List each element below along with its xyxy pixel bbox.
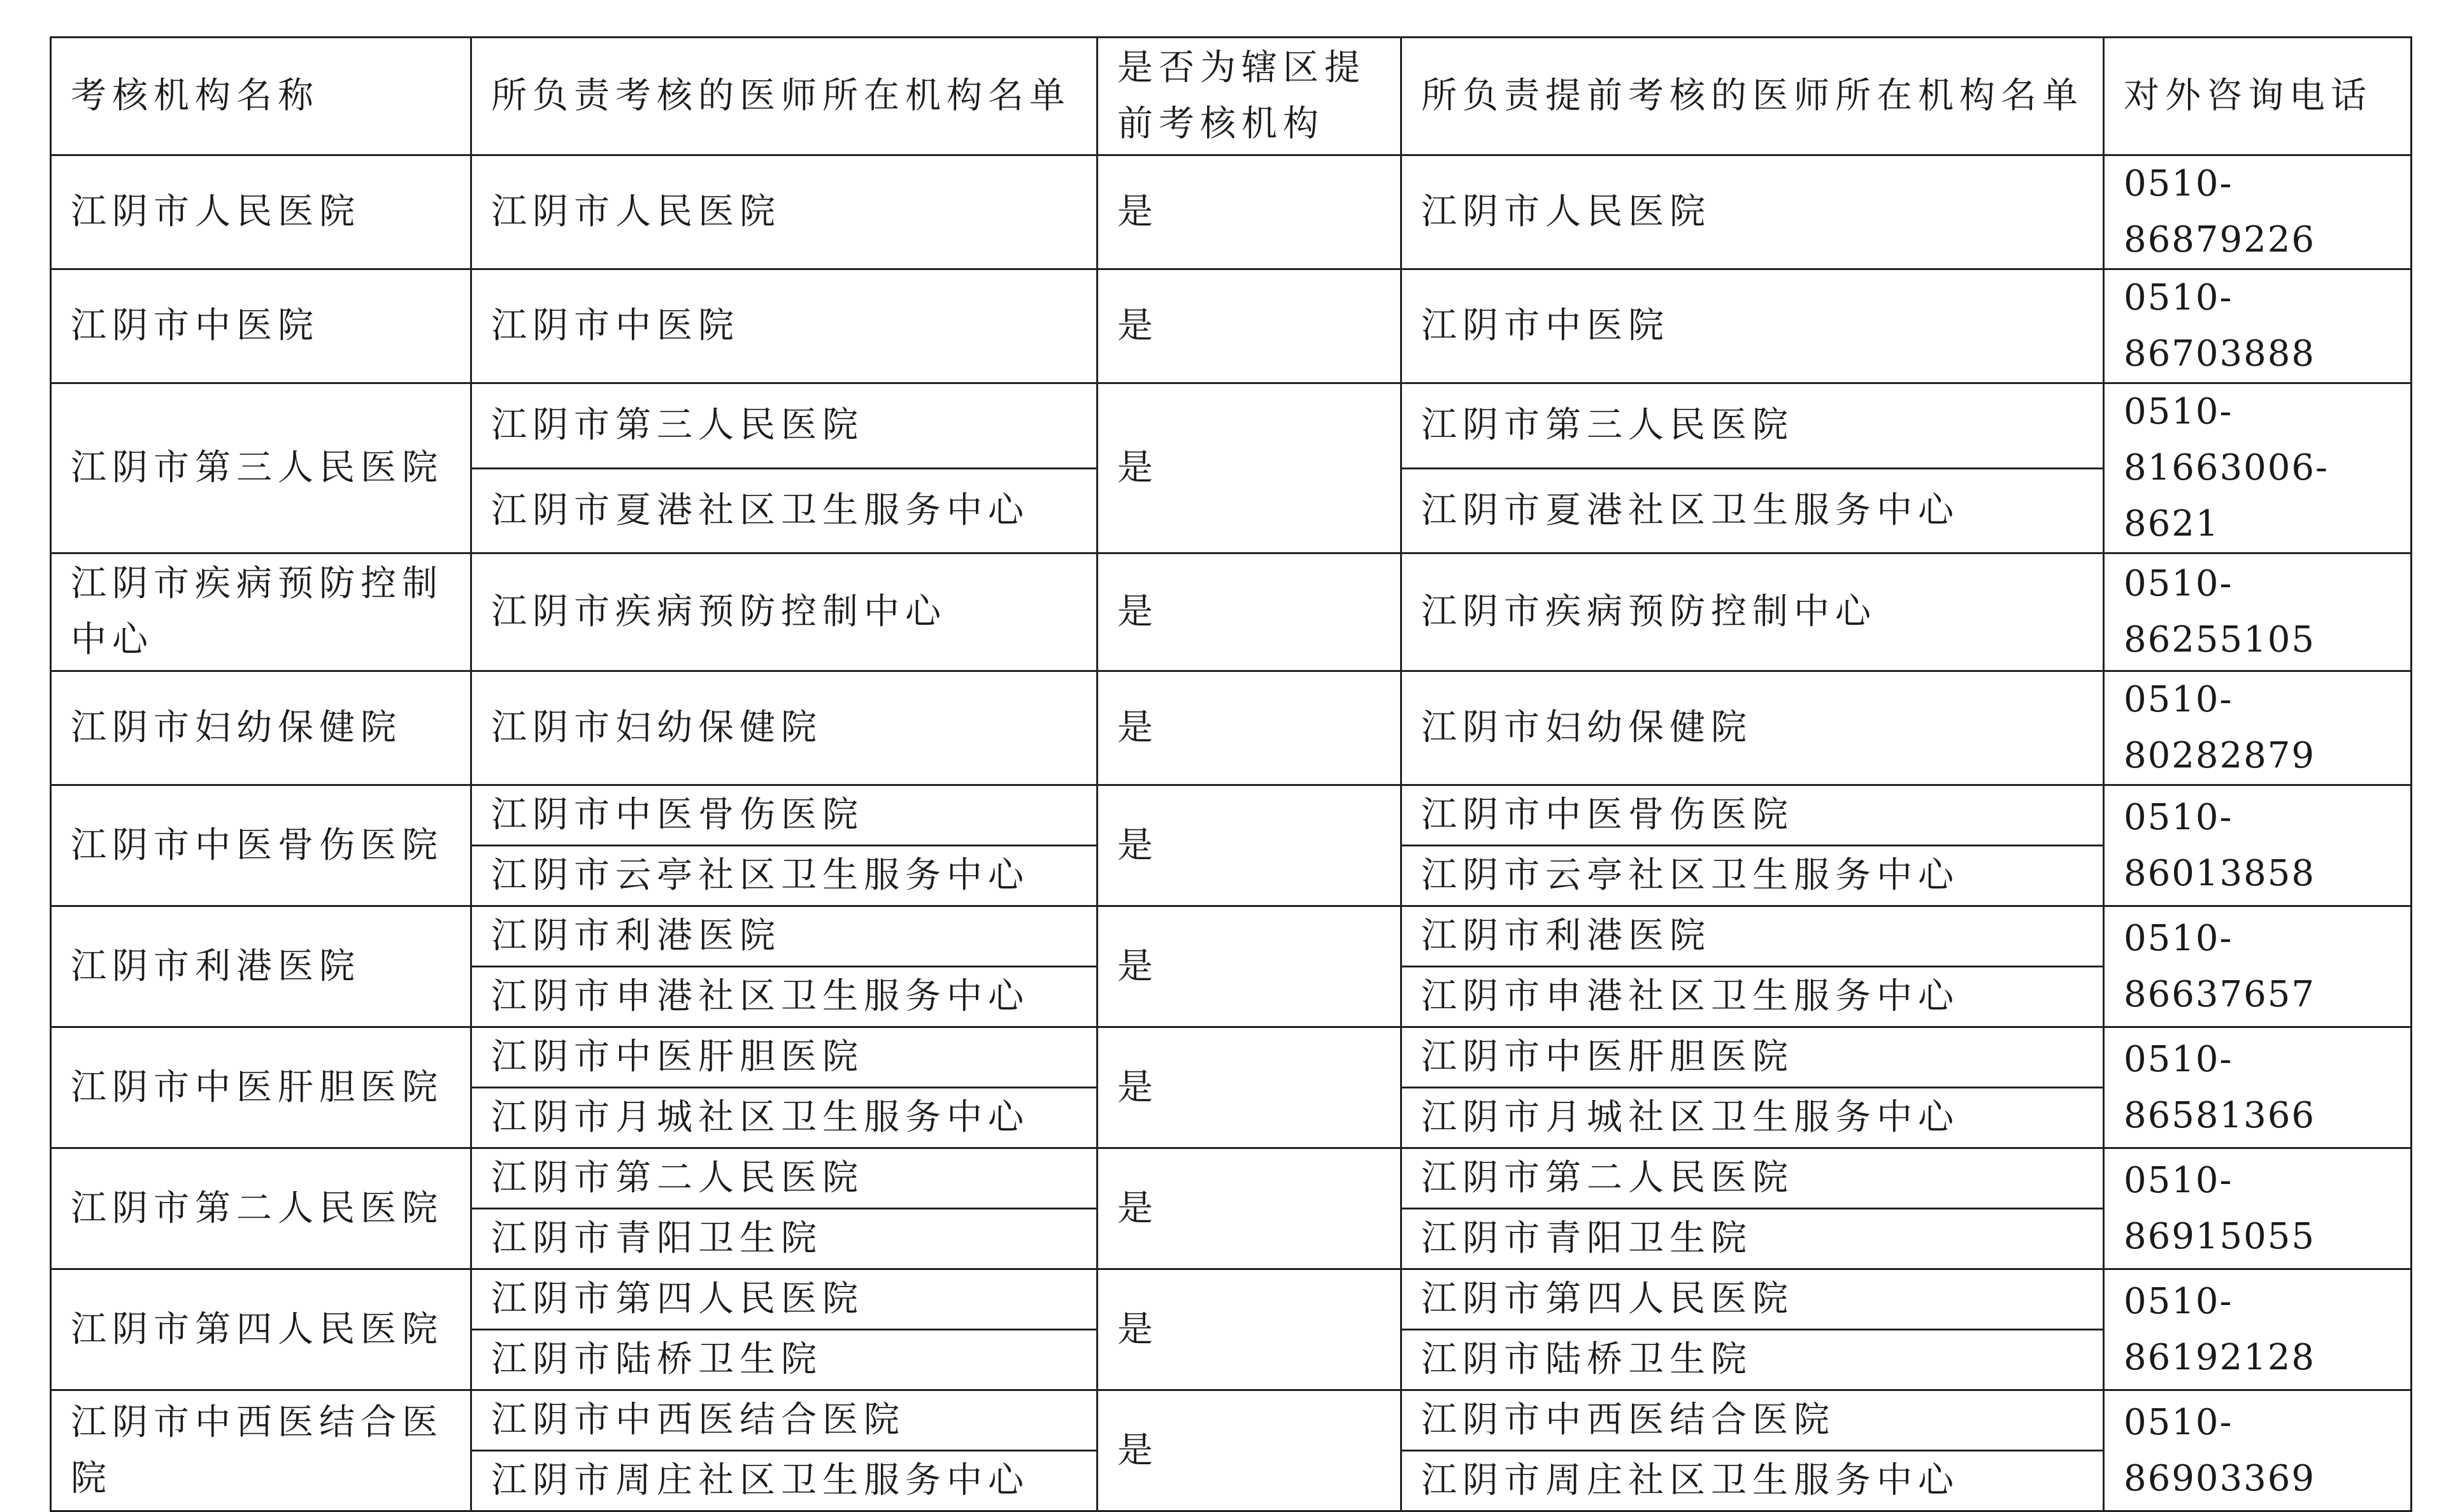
header-org-name: 考核机构名称 [51,38,471,155]
header-member-list: 所负责考核的医师所在机构名单 [471,38,1098,155]
member-cell: 江阴市青阳卫生院 [471,1209,1098,1269]
table-row [51,671,2412,785]
early-member-cell: 江阴市第三人民医院 [1401,383,2104,469]
early-member-cell: 江阴市中医院 [1401,269,2104,383]
table-row [51,1027,2412,1088]
member-cell: 江阴市中医骨伤医院 [471,785,1098,846]
early-member-cell: 江阴市第四人民医院 [1401,1269,2104,1330]
table-header-row [51,38,2412,155]
early-member-cell: 江阴市利港医院 [1401,906,2104,967]
early-member-cell: 江阴市妇幼保健院 [1401,671,2104,785]
early-flag-cell: 是 [1098,383,1401,553]
member-cell: 江阴市中医院 [471,269,1098,383]
member-cell: 江阴市陆桥卫生院 [471,1330,1098,1390]
table-row [51,155,2412,269]
header-phone: 对外咨询电话 [2104,38,2412,155]
early-flag-cell: 是 [1098,671,1401,785]
org-name-cell: 江阴市第二人民医院 [51,1148,471,1269]
member-cell: 江阴市中医肝胆医院 [471,1027,1098,1088]
phone-cell: 0510-86013858 [2104,785,2412,906]
early-member-cell: 江阴市陆桥卫生院 [1401,1330,2104,1390]
early-flag-cell: 是 [1098,906,1401,1027]
early-member-cell: 江阴市云亭社区卫生服务中心 [1401,846,2104,906]
org-name-cell: 江阴市第三人民医院 [51,383,471,553]
table-row [51,1269,2412,1330]
early-member-cell: 江阴市青阳卫生院 [1401,1209,2104,1269]
phone-cell: 0510-86637657 [2104,906,2412,1027]
early-flag-cell: 是 [1098,553,1401,671]
early-member-cell: 江阴市中西医结合医院 [1401,1390,2104,1451]
org-name-cell: 江阴市中西医结合医院 [51,1390,471,1511]
early-flag-cell: 是 [1098,1027,1401,1148]
org-name-cell: 江阴市中医骨伤医院 [51,785,471,906]
early-flag-cell: 是 [1098,269,1401,383]
org-name-cell: 江阴市人民医院 [51,155,471,269]
early-member-cell: 江阴市中医肝胆医院 [1401,1027,2104,1088]
early-flag-cell: 是 [1098,155,1401,269]
member-cell: 江阴市中西医结合医院 [471,1390,1098,1451]
member-cell: 江阴市周庄社区卫生服务中心 [471,1451,1098,1511]
early-member-cell: 江阴市申港社区卫生服务中心 [1401,967,2104,1027]
org-name-cell: 江阴市中医肝胆医院 [51,1027,471,1148]
phone-cell: 0510-86581366 [2104,1027,2412,1148]
phone-cell: 0510-86915055 [2104,1148,2412,1269]
member-cell: 江阴市月城社区卫生服务中心 [471,1088,1098,1148]
early-member-cell: 江阴市中医骨伤医院 [1401,785,2104,846]
member-cell: 江阴市夏港社区卫生服务中心 [471,468,1098,553]
member-cell: 江阴市第二人民医院 [471,1148,1098,1209]
table-row [51,383,2412,469]
member-cell: 江阴市云亭社区卫生服务中心 [471,846,1098,906]
early-member-cell: 江阴市第二人民医院 [1401,1148,2104,1209]
org-name-cell: 江阴市利港医院 [51,906,471,1027]
member-cell: 江阴市第三人民医院 [471,383,1098,469]
table-row [51,1390,2412,1451]
member-cell: 江阴市妇幼保健院 [471,671,1098,785]
phone-cell: 0510-80282879 [2104,671,2412,785]
phone-cell: 0510-86192128 [2104,1269,2412,1390]
member-cell: 江阴市疾病预防控制中心 [471,553,1098,671]
table-row [51,269,2412,383]
member-cell: 江阴市第四人民医院 [471,1269,1098,1330]
early-flag-cell: 是 [1098,785,1401,906]
early-member-cell: 江阴市周庄社区卫生服务中心 [1401,1451,2104,1511]
early-member-cell: 江阴市夏港社区卫生服务中心 [1401,468,2104,553]
table-row [51,906,2412,967]
member-cell: 江阴市人民医院 [471,155,1098,269]
member-cell: 江阴市利港医院 [471,906,1098,967]
early-member-cell: 江阴市疾病预防控制中心 [1401,553,2104,671]
header-early-member-list: 所负责提前考核的医师所在机构名单 [1401,38,2104,155]
header-is-early: 是否为辖区提前考核机构 [1098,38,1401,155]
org-name-cell: 江阴市中医院 [51,269,471,383]
org-name-cell: 江阴市疾病预防控制中心 [51,553,471,671]
phone-cell: 0510-86879226 [2104,155,2412,269]
table-row [51,785,2412,846]
early-member-cell: 江阴市月城社区卫生服务中心 [1401,1088,2104,1148]
org-name-cell: 江阴市第四人民医院 [51,1269,471,1390]
early-flag-cell: 是 [1098,1148,1401,1269]
doctor-assessment-table [50,36,2412,1512]
org-name-cell: 江阴市妇幼保健院 [51,671,471,785]
phone-cell: 0510-81663006-8621 [2104,383,2412,553]
early-flag-cell: 是 [1098,1390,1401,1511]
table-row [51,1148,2412,1209]
table-row [51,553,2412,671]
phone-cell: 0510-86903369 [2104,1390,2412,1511]
phone-cell: 0510-86703888 [2104,269,2412,383]
phone-cell: 0510-86255105 [2104,553,2412,671]
member-cell: 江阴市申港社区卫生服务中心 [471,967,1098,1027]
early-member-cell: 江阴市人民医院 [1401,155,2104,269]
early-flag-cell: 是 [1098,1269,1401,1390]
